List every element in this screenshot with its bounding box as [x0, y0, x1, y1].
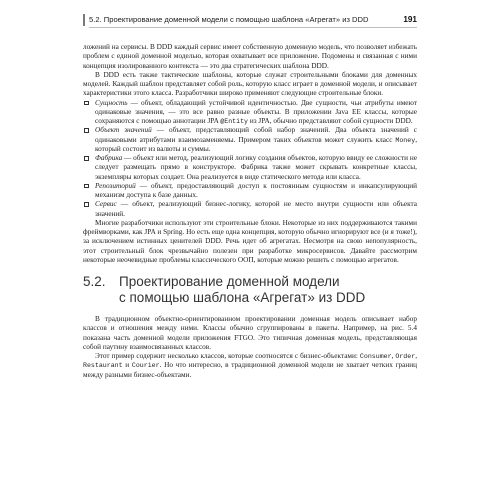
header-rule [89, 27, 417, 28]
paragraph: Многие разработчики используют эти строительные блоки. Некоторые из них поддерживаются такими фреймворками, как JPA и Spring. Но есть еще одна концепция, которую обычно игнорируют все (и я тоже!), за исключением истинных ценителей DDD. Речь идет об агрегатах. Несмотря на свою непопулярность, этот строительный блок чрезвычайно полезен при разработке микросервисов. Давайте рассмотрим некоторые неочевидные проблемы классического ООП, которые можно решить с помощью агрегатов. [83, 218, 417, 264]
paragraph [83, 352, 417, 380]
definition: — объект или метод, реализующий логику создания объектов, которую ввиду ее сложности не следует размещать прямо в конструкторе. Фабрика также может скрывать конкретные классы, экземпляры которых создает. Она реализуется в виде статического метода или класса. [95, 154, 417, 181]
building-blocks-list [83, 99, 417, 219]
section-title-line: с помощью шаблона «Агрегат» из DDD [119, 290, 366, 305]
list-item-entity [83, 99, 417, 127]
checkbox-bullet-icon [84, 128, 89, 133]
section-heading [83, 274, 417, 306]
paragraph: В традиционном объектно-ориентированном проектировании доменная модель описывает набор классов и отношения между ними. Классы обычно сгруппированы в пакеты. Например, на рис. 5.4 показана часть доменной модели приложения FTGO. Это типичная доменная модель, представляющая собой паутину взаимосвязанных классов. [83, 315, 417, 351]
section-title-line: Проектирование доменной модели [119, 274, 340, 289]
text-run: и [122, 361, 132, 370]
page-body [83, 43, 417, 380]
list-item-repository [83, 182, 417, 201]
definition: , который состоит из валюты и суммы. [95, 135, 417, 153]
term: Репозиторий [95, 181, 136, 190]
checkbox-bullet-icon [84, 202, 89, 207]
inline-code: Order [395, 353, 416, 360]
definition: — объект, обладающий устойчивой идентичностью. Две сущности, чьи атрибуты имеют одинаковые значения, — это все равно разные объекты. В приложении Java EE классы, которые сохраняются с помощью аннотации JPA [95, 98, 417, 125]
inline-code: Restaurant [83, 362, 123, 370]
text-run: . Но что интересно, в традиционной доменной модели не хватает четких границ между разными бизнес-объектами. [83, 361, 417, 379]
page-number: 191 [403, 15, 417, 24]
term: Фабрика [95, 154, 123, 162]
inline-code: Courier [131, 362, 160, 370]
text-run: Этот пример содержит несколько классов, которые соотносятся с бизнес-объектами: [95, 352, 360, 360]
checkbox-bullet-icon [84, 156, 89, 161]
checkbox-bullet-icon [84, 101, 89, 106]
paragraph: В DDD есть также тактические шаблоны, которые служат строительными блоками для доменных моделей. Каждый шаблон представляет собой роль, которую класс играет в доменной модели, и описывает характеристики этого класса. Разработчики широко применяют следующие строительные блоки. [83, 70, 417, 98]
definition: — объект, реализующий бизнес-логику, которой не место внутри сущности или объекта значений. [95, 200, 417, 218]
list-item-factory [83, 154, 417, 182]
section-title [119, 274, 365, 306]
term: Сущность [95, 98, 128, 107]
header-title: 5.2. Проектирование доменной модели с помощью шаблона «Агрегат» из DDD [89, 15, 369, 24]
header-marker [83, 14, 85, 26]
inline-code: Consumer [359, 353, 392, 360]
text-run: , [415, 352, 417, 360]
list-item-service [83, 200, 417, 219]
term: Сервис [95, 200, 117, 209]
definition: — объект, предоставляющий доступ к постоянным сущностям и инкапсулирующий механизм доступа к базе данных. [95, 181, 417, 199]
inline-code: @Entity [220, 118, 248, 125]
checkbox-bullet-icon [84, 184, 89, 189]
paragraph-continued: ложений на сервисы. В DDD каждый сервис имеет собственную доменную модель, что позволяет избежать проблем с единой доменной моделью, которая охватывает все приложение. Подомены и связанная с ними концепция изолированного контекста — это два стратегических шаблона DDD. [83, 43, 417, 70]
list-item-value-object [83, 126, 417, 154]
text-run: , [391, 352, 396, 360]
running-header [83, 14, 417, 28]
term: Объект значений [95, 126, 152, 135]
section-number: 5.2. [83, 274, 106, 289]
inline-code: Money [395, 136, 416, 144]
definition: из JPA, обычно представляют собой сущности DDD. [248, 117, 413, 125]
definition: — объект, представляющий собой набор значений. Два объекта значений с одинаковыми атрибутами взаимозаменяемы. Примером таких объектов может служить класс [95, 126, 417, 144]
